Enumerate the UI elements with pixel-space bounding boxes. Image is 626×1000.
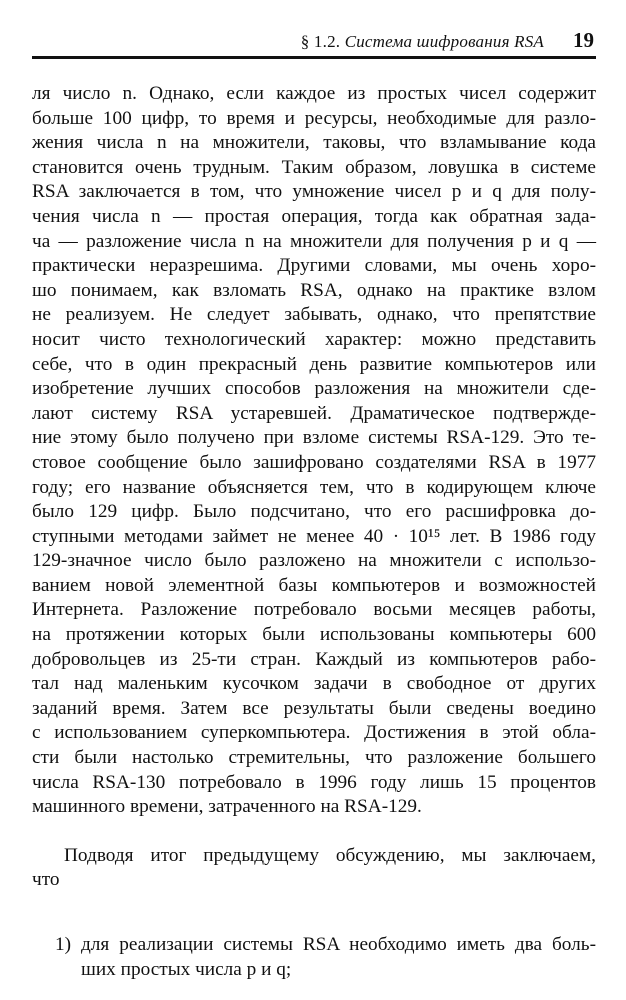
text-line: 129-значное число было разложено на множители с использо- (32, 550, 596, 572)
text-line: жения числа n на множители, таковы, что взламывание кода (32, 132, 596, 154)
body-text (32, 82, 596, 982)
text-line: что (32, 869, 60, 891)
text-line: ча — разложение числа n на множители для получения p и q — (32, 230, 596, 252)
running-header-title (301, 32, 544, 52)
text-line: ших простых числа p и q; (81, 958, 292, 980)
text-line: числа RSA-130 потребовало в 1996 году лишь 15 процентов (32, 771, 596, 793)
text-line: себе, что в один прекрасный день развитие компьютеров или (32, 353, 596, 375)
text-line: заданий время. Затем все результаты были сведены воедино (32, 697, 596, 719)
text-line: не реализуем. Не следует забывать, однако, что препятствие (32, 304, 596, 326)
page-number: 19 (573, 28, 594, 52)
text-line: машинного времени, затраченного на RSA-129. (32, 796, 422, 818)
text-line: ние этому было получено при взломе системы RSA-129. Это те- (32, 427, 596, 449)
text-line: добровольцев из 25-ти стран. Каждый из компьютеров рабо- (32, 648, 596, 670)
text-line: шо понимаем, как взломать RSA, однако на практике взлом (32, 279, 596, 301)
paragraph-2 (32, 844, 596, 893)
text-line: носит чисто технологический характер: можно представить (32, 328, 596, 350)
text-line: ступными методами займет не менее 40 · 10¹⁵ лет. В 1986 году (32, 525, 596, 547)
text-line: на протяжении которых были использованы компьютеры 600 (32, 624, 596, 646)
running-header (32, 26, 596, 56)
text-line: тал над маленьким кусочком задачи в свободное от других (32, 673, 596, 695)
header-rule (32, 56, 596, 59)
text-line: с использованием суперкомпьютера. Достижения в этой обла- (32, 722, 596, 744)
paragraph-1 (32, 82, 596, 820)
list-spacer (32, 893, 596, 933)
paragraph-spacer (32, 820, 596, 844)
text-line: изобретение лучших способов разложения на множители сде- (32, 378, 596, 400)
text-line: становится очень трудным. Таким образом, ловушка в системе (32, 156, 596, 178)
text-line: больше 100 цифр, то время и ресурсы, необходимые для разло- (32, 107, 596, 129)
list-item-number: 1) (55, 934, 72, 955)
text-line: Интернета. Разложение потребовало восьми месяцев работы, (32, 599, 596, 621)
text-line: сти были настолько стремительны, что разложение большего (32, 747, 596, 769)
text-line: стовое сообщение было зашифровано создателями RSA в 1977 (32, 451, 596, 473)
text-line: практически неразрешима. Другими словами, мы очень хоро- (32, 255, 596, 277)
text-line: ванием новой элементной базы компьютеров и возможностей (32, 574, 596, 596)
section-title: Система шифрования RSA (344, 32, 544, 51)
text-line: RSA заключается в том, что умножение чисел p и q для полу- (32, 181, 596, 203)
text-line: лают систему RSA устаревшей. Драматическое подтвержде- (32, 402, 596, 424)
text-line: Подводя итог предыдущему обсуждению, мы заключаем, (64, 844, 596, 866)
text-line: ля число n. Однако, если каждое из простых чисел содержит (32, 83, 596, 104)
text-line: для реализации системы RSA необходимо иметь два боль- (81, 934, 596, 955)
text-line: году; его название объясняется тем, что в кодирующем ключе (32, 476, 596, 498)
text-line: было 129 цифр. Было подсчитано, что его расшифровка до- (32, 501, 596, 523)
list-item (32, 933, 596, 982)
section-number: § 1.2. (300, 32, 341, 51)
text-line: чения числа n — простая операция, тогда как обратная зада- (32, 205, 596, 227)
